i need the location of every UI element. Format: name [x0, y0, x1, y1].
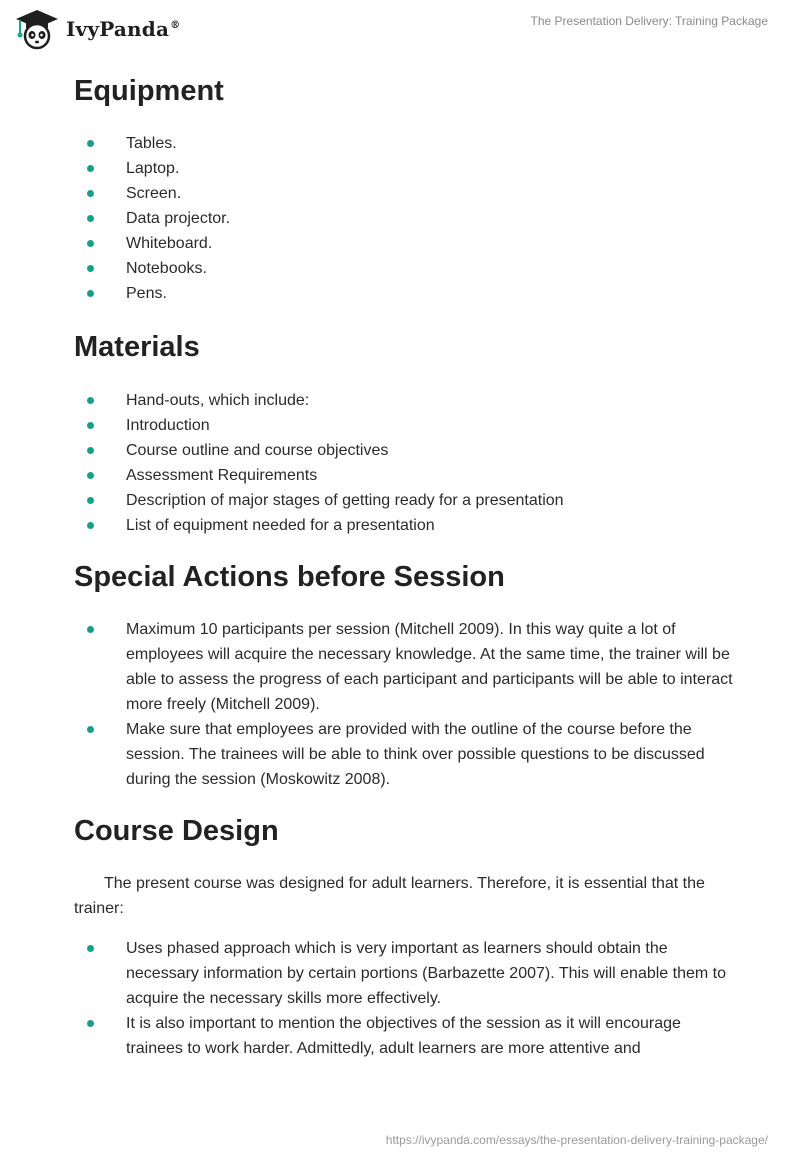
- special-actions-list: [74, 617, 734, 792]
- list-item: Uses phased approach which is very important as learners should obtain the necessary information by certain portions (Barbazette 2007). This will enable them to acquire the necessary skills more effectively.: [74, 936, 734, 1011]
- bullet-icon: [87, 265, 94, 272]
- materials-list: [74, 388, 734, 538]
- list-item: It is also important to mention the objectives of the session as it will encourage trainees to work harder. Admittedly, adult learners are more attentive and: [74, 1011, 734, 1061]
- page-header: [0, 0, 800, 60]
- list-item: Tables.: [74, 131, 734, 156]
- section-heading-materials: Materials: [74, 331, 200, 363]
- list-item: Hand-outs, which include:: [74, 388, 734, 413]
- registered-mark: ®: [170, 20, 181, 32]
- list-item: Maximum 10 participants per session (Mitchell 2009). In this way quite a lot of employees will acquire the necessary knowledge. At the same time, the trainer will be able to assess the progress of each participant and participants will be able to interact more freely (Mitchell 2009).: [74, 617, 734, 717]
- list-item: Notebooks.: [74, 256, 734, 281]
- bullet-icon: [87, 215, 94, 222]
- course-design-list: [74, 936, 734, 1061]
- ivypanda-logo[interactable]: [14, 8, 180, 50]
- bullet-icon: [87, 726, 94, 733]
- bullet-icon: [87, 447, 94, 454]
- list-item: Screen.: [74, 181, 734, 206]
- course-design-paragraph: The present course was designed for adult learners. Therefore, it is essential that the trainer:: [74, 875, 705, 917]
- list-item: Pens.: [74, 281, 734, 306]
- list-item: List of equipment needed for a presentation: [74, 513, 734, 538]
- bullet-icon: [87, 190, 94, 197]
- list-item: Make sure that employees are provided with the outline of the course before the session. The trainees will be able to think over possible questions to be discussed during the session (Moskowitz 2008).: [74, 717, 734, 792]
- bullet-icon: [87, 165, 94, 172]
- document-title: The Presentation Delivery: Training Package: [530, 14, 768, 28]
- bullet-icon: [87, 240, 94, 247]
- source-url-link[interactable]: https://ivypanda.com/essays/the-presentation-delivery-training-package/: [385, 1133, 768, 1147]
- list-item: Assessment Requirements: [74, 463, 734, 488]
- panda-graduate-icon: [14, 8, 60, 50]
- bullet-icon: [87, 945, 94, 952]
- list-item: Whiteboard.: [74, 231, 734, 256]
- list-item: Description of major stages of getting ready for a presentation: [74, 488, 734, 513]
- list-item: Laptop.: [74, 156, 734, 181]
- bullet-icon: [87, 1020, 94, 1027]
- list-item: Introduction: [74, 413, 734, 438]
- section-heading-special-actions: Special Actions before Session: [74, 561, 505, 593]
- bullet-icon: [87, 397, 94, 404]
- section-heading-course-design: Course Design: [74, 815, 279, 847]
- bullet-icon: [87, 140, 94, 147]
- bullet-icon: [87, 290, 94, 297]
- bullet-icon: [87, 626, 94, 633]
- bullet-icon: [87, 472, 94, 479]
- bullet-icon: [87, 497, 94, 504]
- equipment-list: [74, 131, 734, 306]
- bullet-icon: [87, 422, 94, 429]
- section-heading-equipment: Equipment: [74, 75, 224, 107]
- article-content: [74, 70, 734, 1061]
- list-item: Course outline and course objectives: [74, 438, 734, 463]
- brand-name: IvyPanda®: [66, 17, 181, 41]
- bullet-icon: [87, 522, 94, 529]
- list-item: Data projector.: [74, 206, 734, 231]
